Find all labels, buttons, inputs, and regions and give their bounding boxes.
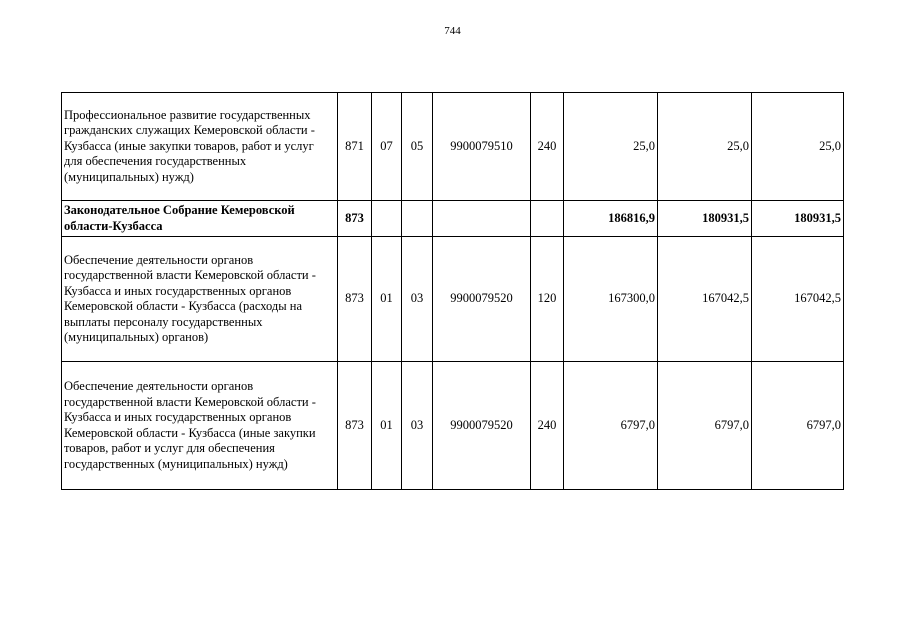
expense-type-code: 120 [531, 237, 564, 362]
target-article-code: 9900079510 [433, 93, 531, 201]
amount-1: 25,0 [564, 93, 658, 201]
subsection-code: 05 [402, 93, 433, 201]
table-row [62, 362, 844, 490]
budget-table [61, 92, 844, 490]
section-code: 01 [372, 237, 402, 362]
amount-2: 6797,0 [658, 362, 752, 490]
expense-type-code [531, 201, 564, 237]
section-code: 01 [372, 362, 402, 490]
target-article-code: 9900079520 [433, 237, 531, 362]
amount-1: 186816,9 [564, 201, 658, 237]
row-name: Законодательное Собрание Кемеровской области-Кузбасса [62, 201, 338, 237]
target-article-code [433, 201, 531, 237]
amount-3: 180931,5 [752, 201, 844, 237]
row-name: Профессиональное развитие государственных гражданских служащих Кемеровской области - Кузбасса (иные закупки товаров, работ и услуг для обеспечения государственных (муниципальных) нужд) [62, 93, 338, 201]
row-name: Обеспечение деятельности органов государственной власти Кемеровской области - Кузбасса и иных государственных органов Кемеровской области - Кузбасса (расходы на выплаты персоналу государственных (муниципальных) органов) [62, 237, 338, 362]
target-article-code: 9900079520 [433, 362, 531, 490]
amount-3: 6797,0 [752, 362, 844, 490]
expense-type-code: 240 [531, 362, 564, 490]
subsection-code: 03 [402, 237, 433, 362]
table-row [62, 201, 844, 237]
amount-3: 25,0 [752, 93, 844, 201]
amount-1: 6797,0 [564, 362, 658, 490]
amount-1: 167300,0 [564, 237, 658, 362]
ministry-code: 873 [338, 201, 372, 237]
section-code [372, 201, 402, 237]
expense-type-code: 240 [531, 93, 564, 201]
ministry-code: 871 [338, 93, 372, 201]
row-name: Обеспечение деятельности органов государственной власти Кемеровской области - Кузбасса и иных государственных органов Кемеровской области - Кузбасса (иные закупки товаров, работ и услуг для обеспечения государственных (муниципальных) нужд) [62, 362, 338, 490]
ministry-code: 873 [338, 237, 372, 362]
amount-3: 167042,5 [752, 237, 844, 362]
page-number: 744 [444, 25, 461, 37]
subsection-code: 03 [402, 362, 433, 490]
table-row [62, 237, 844, 362]
subsection-code [402, 201, 433, 237]
table-row [62, 93, 844, 201]
ministry-code: 873 [338, 362, 372, 490]
amount-2: 25,0 [658, 93, 752, 201]
amount-2: 167042,5 [658, 237, 752, 362]
amount-2: 180931,5 [658, 201, 752, 237]
section-code: 07 [372, 93, 402, 201]
